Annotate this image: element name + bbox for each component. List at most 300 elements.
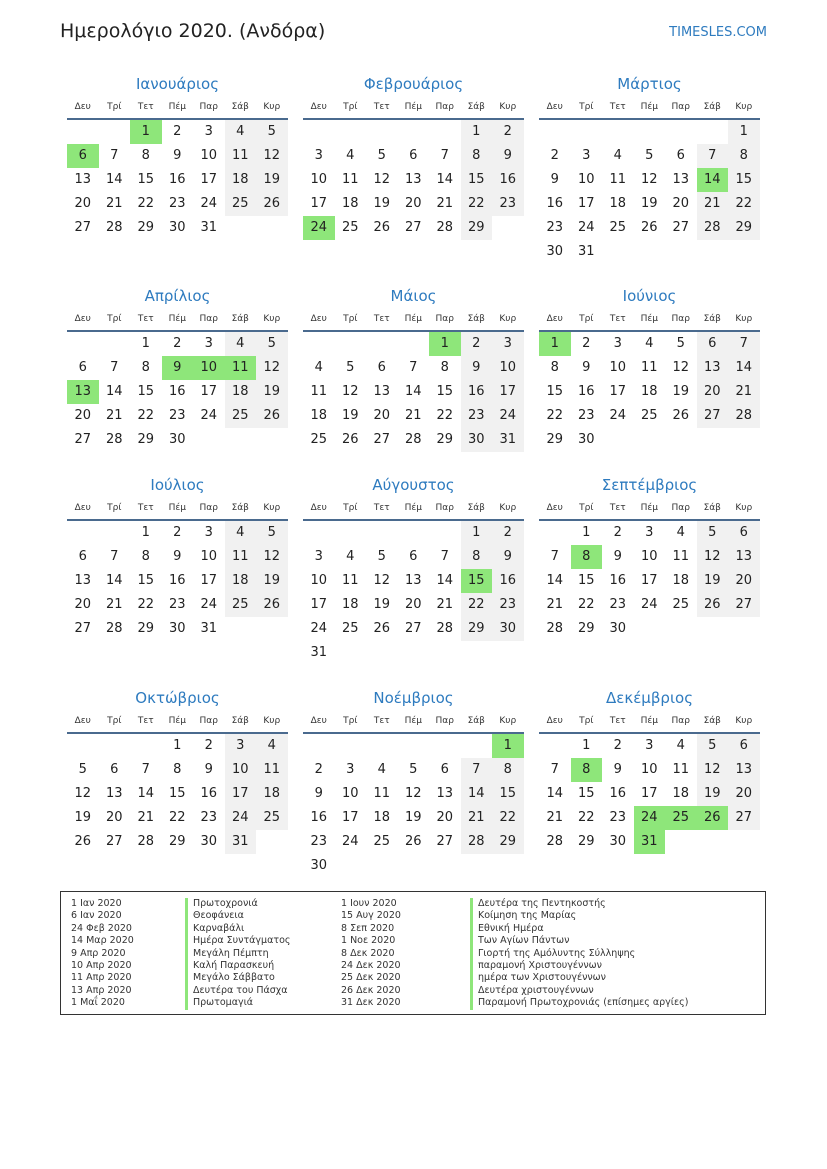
holiday-day: 6: [67, 144, 99, 168]
day-cell: 24: [310, 621, 328, 636]
day-cell: 11: [225, 144, 257, 168]
empty-cell: [398, 120, 430, 144]
day-cell: 5: [409, 762, 418, 777]
weekday-header: [67, 712, 288, 734]
day-grid: [303, 332, 524, 452]
month-name: Ιούνιος: [622, 287, 677, 305]
day-cell: 19: [373, 597, 391, 612]
day-cell: 29: [728, 216, 760, 240]
day-cell: 21: [546, 810, 564, 825]
weekday-label: Τρί: [107, 102, 122, 112]
weekday-label: Πέμ: [168, 503, 186, 513]
day-cell: 8: [728, 144, 760, 168]
day-cell: 24: [200, 597, 218, 612]
day-cell: 21: [546, 597, 564, 612]
day-cell: 3: [314, 549, 323, 564]
day-cell: 28: [404, 432, 422, 447]
weekday-label: Δευ: [546, 716, 563, 726]
day-cell: 17: [200, 172, 218, 187]
weekday-label: Κυρ: [263, 716, 281, 726]
weekday-label: Τρί: [107, 314, 122, 324]
day-cell: 11: [225, 545, 257, 569]
day-cell: 26: [256, 593, 288, 617]
weekday-label: Τετ: [609, 314, 626, 324]
day-cell: 22: [461, 593, 493, 617]
day-cell: 13: [404, 573, 422, 588]
weekday-label: Πέμ: [168, 314, 186, 324]
day-cell: 21: [105, 597, 123, 612]
day-cell: 6: [440, 762, 449, 777]
day-cell: 4: [676, 525, 685, 540]
holiday-day: 24: [303, 216, 335, 240]
day-cell: 4: [225, 120, 257, 144]
day-cell: 14: [105, 172, 123, 187]
day-cell: 1: [461, 120, 493, 144]
month-name: Αύγουστος: [372, 476, 455, 494]
day-cell: 26: [672, 408, 690, 423]
legend-date: 10 Απρ 2020: [71, 959, 132, 971]
weekday-label: Σάβ: [703, 503, 721, 513]
day-cell: 22: [728, 192, 760, 216]
weekday-label: Παρ: [199, 503, 218, 513]
day-cell: 18: [373, 810, 391, 825]
day-cell: 17: [609, 384, 627, 399]
day-cell: 27: [74, 621, 92, 636]
day-cell: 6: [110, 762, 119, 777]
holiday-day: 1: [429, 332, 461, 356]
day-cell: 30: [577, 432, 595, 447]
weekday-label: Τετ: [373, 102, 390, 112]
day-cell: 19: [373, 196, 391, 211]
day-cell: 2: [582, 336, 591, 351]
day-cell: 20: [672, 196, 690, 211]
legend-date: 13 Απρ 2020: [71, 984, 132, 996]
day-cell: 29: [168, 834, 186, 849]
weekday-label: Κυρ: [263, 102, 281, 112]
day-cell: 15: [728, 168, 760, 192]
day-cell: 5: [697, 734, 729, 758]
day-cell: 8: [492, 758, 524, 782]
day-cell: 9: [492, 144, 524, 168]
day-cell: 6: [728, 521, 760, 545]
day-cell: 26: [256, 404, 288, 428]
day-cell: 9: [461, 356, 493, 380]
legend-date: 26 Δεκ 2020: [341, 984, 401, 996]
empty-cell: [99, 120, 131, 144]
empty-cell: [303, 734, 335, 758]
day-cell: 30: [609, 621, 627, 636]
day-cell: 14: [137, 786, 155, 801]
day-cell: 15: [137, 384, 155, 399]
month-name: Μάιος: [390, 287, 437, 305]
month-name: Φεβρουάριος: [363, 75, 464, 93]
weekday-label: Πέμ: [404, 102, 422, 112]
empty-cell: [366, 734, 398, 758]
month-name: Δεκέμβριος: [605, 689, 693, 707]
day-cell: 27: [697, 404, 729, 428]
day-cell: 29: [137, 220, 155, 235]
weekday-label: Τρί: [579, 716, 594, 726]
day-cell: 13: [728, 545, 760, 569]
weekday-label: Τρί: [579, 503, 594, 513]
day-cell: 15: [137, 573, 155, 588]
day-cell: 25: [341, 621, 359, 636]
empty-cell: [398, 734, 430, 758]
weekday-label: Σάβ: [703, 102, 721, 112]
day-cell: 21: [105, 196, 123, 211]
day-cell: 22: [461, 192, 493, 216]
day-cell: 17: [640, 786, 658, 801]
day-cell: 25: [373, 834, 391, 849]
day-cell: 28: [697, 216, 729, 240]
day-cell: 20: [697, 380, 729, 404]
day-cell: 11: [310, 384, 328, 399]
day-cell: 23: [577, 408, 595, 423]
weekday-label: Κυρ: [263, 314, 281, 324]
weekday-label: Δευ: [74, 503, 91, 513]
weekday-label: Πέμ: [640, 716, 658, 726]
day-cell: 28: [436, 621, 454, 636]
empty-cell: [99, 332, 131, 356]
day-cell: 16: [310, 810, 328, 825]
empty-cell: [130, 734, 162, 758]
day-grid: [539, 521, 760, 641]
weekday-label: Τετ: [373, 716, 390, 726]
day-cell: 16: [200, 786, 218, 801]
day-cell: 6: [78, 549, 87, 564]
day-cell: 4: [225, 521, 257, 545]
weekday-label: Σάβ: [231, 716, 249, 726]
empty-cell: [461, 734, 493, 758]
month-name: Απρίλιος: [144, 287, 211, 305]
day-cell: 5: [377, 148, 386, 163]
empty-cell: [67, 332, 99, 356]
day-cell: 30: [461, 428, 493, 452]
day-cell: 18: [225, 569, 257, 593]
day-cell: 26: [74, 834, 92, 849]
day-cell: 8: [550, 360, 559, 375]
day-cell: 16: [168, 573, 186, 588]
day-cell: 12: [640, 172, 658, 187]
day-cell: 6: [377, 360, 386, 375]
weekday-label: Σάβ: [467, 503, 485, 513]
day-cell: 17: [200, 573, 218, 588]
day-grid: [303, 521, 524, 665]
weekday-label: Πέμ: [404, 314, 422, 324]
weekday-label: Τρί: [343, 314, 358, 324]
day-cell: 19: [256, 569, 288, 593]
day-cell: 8: [141, 360, 150, 375]
day-cell: 24: [225, 806, 257, 830]
day-cell: 23: [492, 192, 524, 216]
month-block: [303, 684, 524, 878]
day-cell: 27: [404, 621, 422, 636]
weekday-label: Τετ: [137, 503, 154, 513]
day-cell: 7: [110, 148, 119, 163]
day-cell: 28: [137, 834, 155, 849]
day-cell: 7: [409, 360, 418, 375]
day-cell: 10: [225, 758, 257, 782]
empty-cell: [602, 120, 634, 144]
day-cell: 9: [204, 762, 213, 777]
day-cell: 12: [341, 384, 359, 399]
day-cell: 7: [697, 144, 729, 168]
day-cell: 9: [173, 148, 182, 163]
day-cell: 24: [640, 597, 658, 612]
day-cell: 5: [256, 120, 288, 144]
day-cell: 23: [461, 404, 493, 428]
day-cell: 9: [613, 549, 622, 564]
day-cell: 4: [676, 738, 685, 753]
holiday-day: 25: [665, 806, 697, 830]
day-cell: 17: [341, 810, 359, 825]
weekday-label: Κυρ: [735, 314, 753, 324]
day-cell: 25: [225, 593, 257, 617]
day-cell: 12: [256, 545, 288, 569]
day-cell: 6: [676, 148, 685, 163]
day-cell: 18: [609, 196, 627, 211]
day-cell: 24: [341, 834, 359, 849]
day-cell: 4: [314, 360, 323, 375]
day-cell: 29: [577, 621, 595, 636]
day-cell: 18: [310, 408, 328, 423]
day-cell: 19: [341, 408, 359, 423]
day-cell: 9: [492, 545, 524, 569]
day-cell: 26: [373, 621, 391, 636]
day-cell: 26: [697, 593, 729, 617]
day-cell: 4: [346, 148, 355, 163]
day-cell: 17: [577, 196, 595, 211]
day-cell: 27: [105, 834, 123, 849]
weekday-label: Κυρ: [263, 503, 281, 513]
day-cell: 13: [404, 172, 422, 187]
legend-date: 8 Σεπ 2020: [341, 922, 395, 934]
day-cell: 21: [436, 196, 454, 211]
day-cell: 17: [492, 380, 524, 404]
day-cell: 19: [697, 782, 729, 806]
day-cell: 7: [550, 762, 559, 777]
day-cell: 20: [728, 782, 760, 806]
day-cell: 18: [341, 196, 359, 211]
day-cell: 23: [168, 196, 186, 211]
day-cell: 3: [204, 336, 213, 351]
day-cell: 10: [492, 356, 524, 380]
weekday-header: [67, 98, 288, 120]
day-cell: 27: [74, 220, 92, 235]
day-cell: 11: [672, 762, 690, 777]
day-cell: 13: [697, 356, 729, 380]
day-cell: 29: [137, 621, 155, 636]
day-cell: 27: [728, 806, 760, 830]
day-cell: 4: [225, 332, 257, 356]
day-cell: 2: [613, 738, 622, 753]
day-cell: 21: [461, 806, 493, 830]
weekday-label: Παρ: [435, 503, 454, 513]
holiday-day: 8: [571, 545, 603, 569]
empty-cell: [539, 120, 571, 144]
day-cell: 13: [105, 786, 123, 801]
legend-holiday-name: Των Αγίων Πάντων: [470, 935, 688, 947]
holiday-day: 14: [697, 168, 729, 192]
empty-cell: [539, 521, 571, 545]
legend-date: 6 Ιαν 2020: [71, 910, 122, 922]
day-cell: 15: [168, 786, 186, 801]
day-cell: 27: [74, 432, 92, 447]
day-cell: 22: [577, 810, 595, 825]
day-cell: 12: [256, 144, 288, 168]
day-grid: [67, 120, 288, 240]
weekday-header: [539, 712, 760, 734]
day-cell: 29: [577, 834, 595, 849]
weekday-label: Τετ: [137, 716, 154, 726]
month-block: [67, 282, 288, 452]
day-cell: 18: [225, 380, 257, 404]
day-cell: 24: [200, 196, 218, 211]
day-cell: 23: [609, 597, 627, 612]
day-cell: 27: [404, 220, 422, 235]
day-grid: [539, 734, 760, 854]
day-cell: 2: [204, 738, 213, 753]
legend-holiday-name: ημέρα των Χριστουγέννων: [470, 972, 688, 984]
weekday-header: [303, 310, 524, 332]
empty-cell: [67, 521, 99, 545]
day-cell: 27: [672, 220, 690, 235]
weekday-label: Κυρ: [499, 716, 517, 726]
weekday-label: Πέμ: [404, 716, 422, 726]
day-cell: 9: [582, 360, 591, 375]
day-cell: 6: [697, 332, 729, 356]
holiday-legend: [60, 891, 766, 1015]
day-cell: 5: [377, 549, 386, 564]
day-cell: 11: [341, 172, 359, 187]
holiday-day: 26: [697, 806, 729, 830]
day-cell: 22: [137, 408, 155, 423]
day-cell: 14: [461, 782, 493, 806]
weekday-label: Παρ: [671, 314, 690, 324]
day-cell: 21: [404, 408, 422, 423]
day-cell: 7: [110, 549, 119, 564]
brand-link[interactable]: TIMESLES.COM: [669, 25, 767, 40]
legend-date: 24 Δεκ 2020: [341, 959, 401, 971]
day-cell: 23: [546, 220, 564, 235]
legend-holiday-name: Πρωτοχρονιά: [185, 898, 290, 910]
day-cell: 25: [256, 806, 288, 830]
weekday-label: Δευ: [546, 102, 563, 112]
day-cell: 29: [461, 216, 493, 240]
weekday-label: Σάβ: [231, 314, 249, 324]
day-cell: 28: [546, 621, 564, 636]
day-cell: 15: [461, 168, 493, 192]
day-cell: 22: [137, 196, 155, 211]
day-cell: 14: [436, 573, 454, 588]
day-cell: 16: [461, 380, 493, 404]
weekday-label: Σάβ: [467, 314, 485, 324]
weekday-label: Τετ: [137, 314, 154, 324]
month-block: [539, 684, 760, 854]
day-cell: 8: [461, 144, 493, 168]
holiday-day: 10: [193, 356, 225, 380]
holiday-day: 24: [634, 806, 666, 830]
weekday-label: Τετ: [609, 716, 626, 726]
day-cell: 7: [440, 549, 449, 564]
day-cell: 6: [409, 148, 418, 163]
day-cell: 13: [373, 384, 391, 399]
day-cell: 23: [168, 597, 186, 612]
day-cell: 19: [256, 380, 288, 404]
day-cell: 3: [225, 734, 257, 758]
day-grid: [67, 332, 288, 452]
day-cell: 26: [256, 192, 288, 216]
legend-holiday-name: Μεγάλο Σάββατο: [185, 972, 290, 984]
weekday-header: [303, 98, 524, 120]
legend-left-names: [185, 898, 290, 1010]
empty-cell: [429, 120, 461, 144]
day-cell: 14: [436, 172, 454, 187]
day-cell: 16: [168, 384, 186, 399]
weekday-label: Τρί: [343, 716, 358, 726]
holiday-day: 1: [130, 120, 162, 144]
day-cell: 10: [609, 360, 627, 375]
day-cell: 16: [609, 573, 627, 588]
day-cell: 12: [74, 786, 92, 801]
month-block: [303, 70, 524, 240]
weekday-label: Παρ: [671, 716, 690, 726]
day-cell: 31: [577, 244, 595, 259]
day-cell: 7: [440, 148, 449, 163]
legend-date: 14 Μαρ 2020: [71, 935, 134, 947]
weekday-label: Παρ: [435, 102, 454, 112]
day-cell: 6: [409, 549, 418, 564]
month-name: Ιανουάριος: [135, 75, 219, 93]
day-cell: 25: [341, 220, 359, 235]
day-cell: 23: [168, 408, 186, 423]
day-cell: 3: [613, 336, 622, 351]
month-name: Νοέμβριος: [373, 689, 454, 707]
day-cell: 23: [609, 810, 627, 825]
holiday-day: 9: [162, 356, 194, 380]
day-cell: 13: [74, 573, 92, 588]
day-cell: 2: [492, 120, 524, 144]
holiday-day: 8: [571, 758, 603, 782]
weekday-label: Παρ: [435, 716, 454, 726]
day-cell: 22: [546, 408, 564, 423]
day-cell: 31: [200, 220, 218, 235]
day-cell: 16: [492, 569, 524, 593]
weekday-label: Δευ: [74, 102, 91, 112]
day-cell: 10: [200, 549, 218, 564]
day-cell: 4: [377, 762, 386, 777]
day-cell: 17: [310, 597, 328, 612]
day-cell: 21: [137, 810, 155, 825]
day-cell: 29: [492, 830, 524, 854]
day-cell: 15: [546, 384, 564, 399]
day-cell: 8: [461, 545, 493, 569]
day-cell: 17: [200, 384, 218, 399]
day-cell: 27: [436, 834, 454, 849]
legend-date: 1 Νοε 2020: [341, 935, 396, 947]
legend-holiday-name: Γιορτή της Αμόλυντης Σύλληψης: [470, 948, 688, 960]
legend-date: 9 Απρ 2020: [71, 947, 126, 959]
legend-right-dates: [341, 898, 401, 1010]
day-grid: [303, 120, 524, 240]
weekday-header: [539, 310, 760, 332]
weekday-label: Πέμ: [404, 503, 422, 513]
day-cell: 23: [310, 834, 328, 849]
month-block: [67, 471, 288, 641]
empty-cell: [634, 120, 666, 144]
day-cell: 15: [436, 384, 454, 399]
day-cell: 4: [256, 734, 288, 758]
